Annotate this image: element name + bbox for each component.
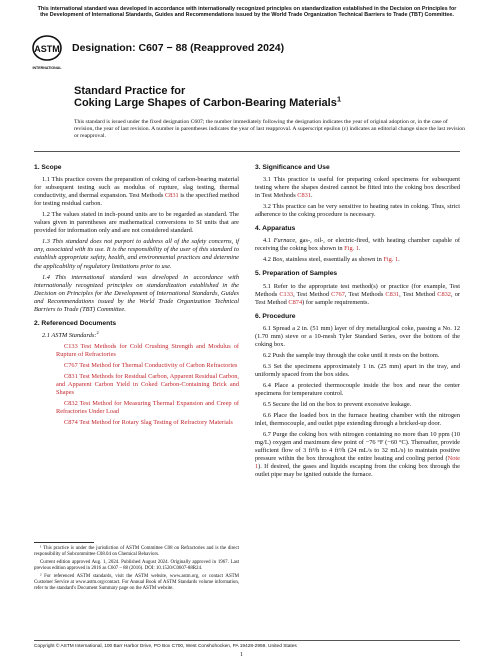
para-1-3: 1.3 This standard does not purport to address all of the safety concerns, if any, associated with its use. It is the responsibility of the user of this standard to establish appropriate safety, health, and environmental practices and determine the applicability of regulatory limitations prior to use. [34, 238, 239, 270]
link-c831[interactable]: C831 [385, 290, 400, 298]
text: 4.1 [263, 237, 274, 245]
para-4-2 [255, 256, 460, 264]
footnote-1b: Current edition approved Aug. 1, 2024. Published August 2024. Originally approved in 1967. Last previous edition approved in 2016 as C607 – 88 (2016). DOI: 10.1520/C0607-88R24. [34, 560, 239, 572]
text: , gas-, oil-, or electric-fired, with heating chamber capable of receiving the coking box shown in [255, 237, 460, 253]
text: , Test Method [399, 290, 438, 298]
designation: Designation: C607 − 88 (Reapproved 2024) [72, 42, 285, 54]
text: . [358, 245, 361, 253]
link-c832[interactable]: C832 [437, 290, 451, 298]
ref-code[interactable]: C831 [64, 373, 78, 381]
text: 2.1 ASTM Standards: [42, 331, 97, 339]
heading-significance: 3. Significance and Use [255, 164, 330, 171]
title-line2 [74, 94, 342, 109]
text: ) for sample requirements. [302, 298, 370, 306]
left-column [34, 158, 239, 430]
link-c831[interactable]: C831 [297, 192, 312, 200]
text: , Test Methods [344, 290, 386, 298]
text: . [311, 192, 313, 200]
ref-title[interactable]: Test Method for Thermal Conductivity of Carbon Refractories [77, 361, 238, 369]
para-6-7 [255, 431, 460, 479]
page-number: 1 [240, 652, 243, 658]
para-1-1 [34, 176, 239, 208]
text: , stainless steel, essentially as shown in [282, 256, 384, 264]
ref-title[interactable]: Test Method for Rotary Slag Testing of Refractory Materials [77, 419, 233, 427]
para-6-5: 6.5 Secure the lid on the box to prevent excessive leakage. [263, 401, 412, 409]
logo-caption: INTERNATIONAL [32, 66, 62, 70]
reference-item[interactable] [34, 362, 239, 370]
heading-preparation: 5. Preparation of Samples [255, 270, 338, 278]
ref-title[interactable]: Test Methods for Cold Crushing Strength and Modulus of Rupture of Refractories [56, 342, 239, 358]
reference-item[interactable] [34, 373, 239, 397]
reference-item[interactable] [34, 343, 239, 359]
footer-rule [34, 640, 460, 641]
issued-statement: This standard is issued under the fixed designation C607; the number immediately following the designation indicates the year of original adoption or, in the case of revision, the year of last revision. A number in parentheses indicates the year of last reapproval. A superscript epsilon (ε) indicates an editorial change since the last revision or reapproval. [74, 119, 465, 140]
right-column [255, 158, 460, 483]
link-fig1[interactable]: Fig. 1 [344, 245, 359, 253]
text: . [398, 256, 400, 264]
footnotes [34, 546, 239, 594]
term: Box [272, 256, 283, 264]
para-2-1 [34, 329, 239, 340]
text: 5.1 Refer to the appropriate test method(s) or practice (for example, Test Methods [255, 282, 460, 298]
para-1-2: 1.2 The values stated in inch-pound units are to be regarded as standard. The values given in parentheses are mathematical conversions to SI units that are provided for information only and are not considered standard. [34, 211, 239, 235]
title-footnote-mark: 1 [336, 94, 342, 104]
text: 4.2 [263, 256, 273, 264]
term: Furnace [273, 237, 296, 245]
para-6-4: 6.4 Place a protected thermocouple inside the box and near the center specimens for temperature control. [255, 381, 460, 398]
astm-logo [30, 33, 64, 71]
text: is the specified method for testing residual carbon. [34, 192, 239, 208]
text: 1.1 This practice covers the preparation of coking of carbon-bearing material for subsequent testing such as modulus of rupture, slag testing, thermal conductivity, and thermal expansion. Test Methods [34, 176, 239, 200]
text: , or Test Method [255, 290, 460, 306]
footnote-2: ² For referenced ASTM standards, visit the ASTM website, www.astm.org, or contact ASTM Customer Service at www.astm.org/contact. For Annual Book of ASTM Standards volume information, refer to the standard's Document Summary page on the ASTM website. [34, 574, 239, 592]
ref-code[interactable]: C874 [64, 419, 78, 427]
para-4-1 [255, 237, 460, 253]
para-6-2: 6.2 Push the sample tray through the coke until it rests on the bottom. [263, 351, 440, 359]
ref-title[interactable]: Test Methods for Residual Carbon, Apparent Residual Carbon, and Apparent Carbon Yield in Coked Carbon-Containing Brick and Shapes [56, 373, 239, 397]
text: 3.1 This practice is useful for preparing coked specimens for subsequent testing where the shapes desired cannot be fitted into the coking box described in Test Methods [255, 176, 460, 200]
footnote-1: ¹ This practice is under the jurisdiction of ASTM Committee C08 on Refractories and is the direct responsibility of Subcommittee C08.04 on Chemical Behaviors. [34, 546, 239, 558]
link-c831[interactable]: C831 [164, 192, 179, 200]
heading-scope: 1. Scope [34, 164, 62, 171]
text: , Test Method [293, 290, 332, 298]
para-3-2: 3.2 This practice can be very sensitive to heating rates in coking. Thus, strict adherence to the coking procedure is necessary. [255, 203, 460, 219]
link-c133[interactable]: C133 [279, 290, 294, 298]
link-c874[interactable]: C874 [288, 298, 303, 306]
copyright: Copyright © ASTM International, 100 Barr Harbor Drive, PO Box C700, West Conshohocken, PA 19428-2959. United States [34, 644, 297, 649]
footnote-mark: 2 [96, 329, 99, 335]
para-6-6: 6.6 Place the loaded box in the furnace heating chamber with the nitrogen inlet, thermocouple, and outlet pipe extending through a bricked-up door. [255, 412, 460, 428]
link-note1[interactable]: Note 1 [255, 455, 460, 471]
ref-code[interactable]: C832 [64, 400, 78, 408]
reference-list [34, 343, 239, 427]
link-c767[interactable]: C767 [331, 290, 345, 298]
ref-code[interactable]: C133 [64, 342, 78, 350]
para-5-1 [255, 283, 460, 307]
heading-referenced-documents: 2. Referenced Documents [34, 319, 117, 327]
tbt-notice: This international standard was developed in accordance with internationally recognized principles on standardization established in the Decision on Principles for the Development of International Standards, Guides and Recommendations issued by the World Trade Organization Technical Barriers to Trade (TBT) Committee. [37, 6, 457, 19]
reference-item[interactable] [34, 400, 239, 416]
footnote-rule [34, 542, 94, 543]
para-3-1 [255, 176, 460, 200]
para-6-1: 6.1 Spread a 2 in. (51 mm) layer of dry metallurgical coke, passing a No. 12 (1.70 mm) sieve or a 10-mesh Tyler Standard Series, over the bottom of the coking box. [255, 324, 460, 348]
reference-item[interactable] [34, 419, 239, 427]
ref-title[interactable]: Test Method for Measuring Thermal Expansion and Creep of Refractories Under Load [56, 400, 239, 416]
text: 6.7 Purge the coking box with nitrogen containing no more than 10 ppm (10 mg/L) oxygen and maximum dew point of −76 °F (−60 °C). Thereafter, provide sufficient flow of 3 ft³/h to 4 ft³/h (24 mL/s to 32 mL/s) to maintain positive pressure within the box throughout the entire heating and cooling period ( [255, 431, 460, 463]
header-rule [34, 151, 460, 152]
para-1-4: 1.4 This international standard was developed in accordance with internationally recognized principles on standardization established in the Decision on Principles for the Development of International Standards, Guides and Recommendations issued by the World Trade Organization Technical Barriers to Trade (TBT) Committee. [34, 273, 239, 313]
title-text: Coking Large Shapes of Carbon-Bearing Materials [74, 97, 337, 109]
para-6-3: 6.3 Set the specimens approximately 1 in. (25 mm) apart in the tray, and uniformly spaced from the box sides. [255, 362, 460, 378]
svg-text:ASTM: ASTM [34, 44, 60, 54]
ref-code[interactable]: C767 [64, 361, 78, 369]
title-line1: Standard Practice for [74, 85, 186, 97]
heading-apparatus: 4. Apparatus [255, 225, 296, 233]
heading-procedure: 6. Procedure [255, 312, 296, 320]
text: ). If desired, the gases and liquids escaping from the coking box through the outlet pipe may be ignited outside the furnace. [255, 463, 460, 479]
link-fig1[interactable]: Fig. 1 [383, 256, 399, 264]
